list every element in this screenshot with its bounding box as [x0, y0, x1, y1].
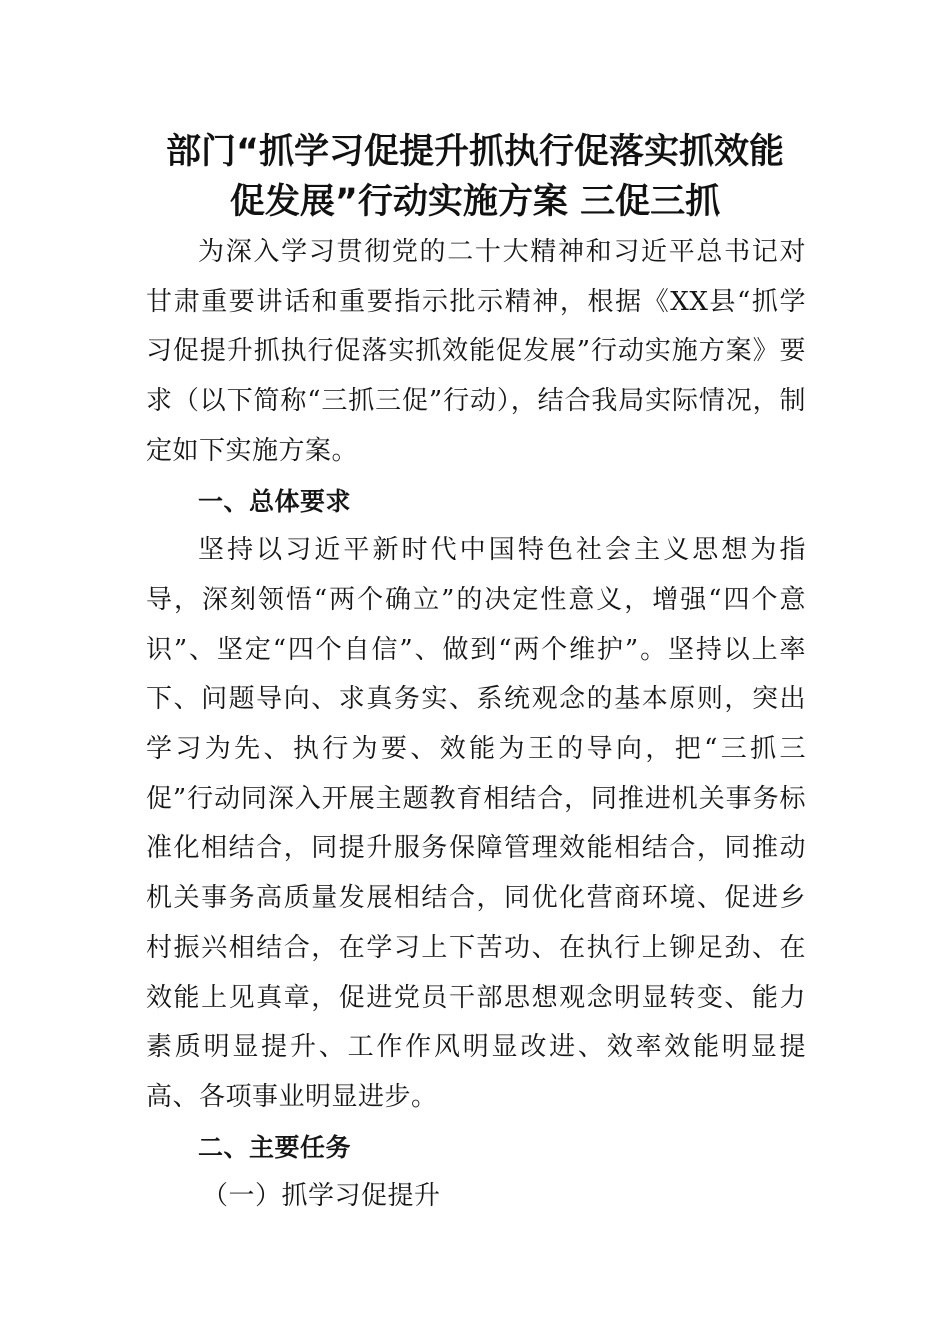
document-body — [146, 228, 806, 1222]
intro-paragraph: 为深入学习贯彻党的二十大精神和习近平总书记对甘肃重要讲话和重要指示批示精神，根据《XX县“抓学习促提升抓执行促落实抓效能促发展”行动实施方案》要求（以下简称“三抓三促”行动），结合我局实际情况，制定如下实施方案。 — [146, 237, 806, 466]
section-heading-main-tasks: 二、主要任务 — [198, 1132, 352, 1162]
section-heading-general-requirements: 一、总体要求 — [198, 486, 352, 516]
subsection-heading-study: （一）抓学习促提升 — [202, 1181, 441, 1212]
document-title-line-1: 部门“抓学习促提升抓执行促落实抓效能 — [165, 132, 784, 172]
general-requirements-paragraph: 坚持以习近平新时代中国特色社会主义思想为指导，深刻领悟“两个确立”的决定性意义，增强“四个意识”、坚定“四个自信”、做到“两个维护”。坚持以上率下、问题导向、求真务实、系统观念的基本原则，突出学习为先、执行为要、效能为王的导向，把“三抓三促”行动同深入开展主题教育相结合，同推进机关事务标准化相结合，同提升服务保障管理效能相结合，同推动机关事务高质量发展相结合，同优化营商环境、促进乡村振兴相结合，在学习上下苦功、在执行上铆足劲、在效能上见真章，促进党员干部思想观念明显转变、能力素质明显提升、工作作风明显改进、效率效能明显提高、各项事业明显进步。 — [146, 535, 806, 1112]
document-title-line-2: 促发展”行动实施方案 三促三抓 — [229, 182, 721, 222]
